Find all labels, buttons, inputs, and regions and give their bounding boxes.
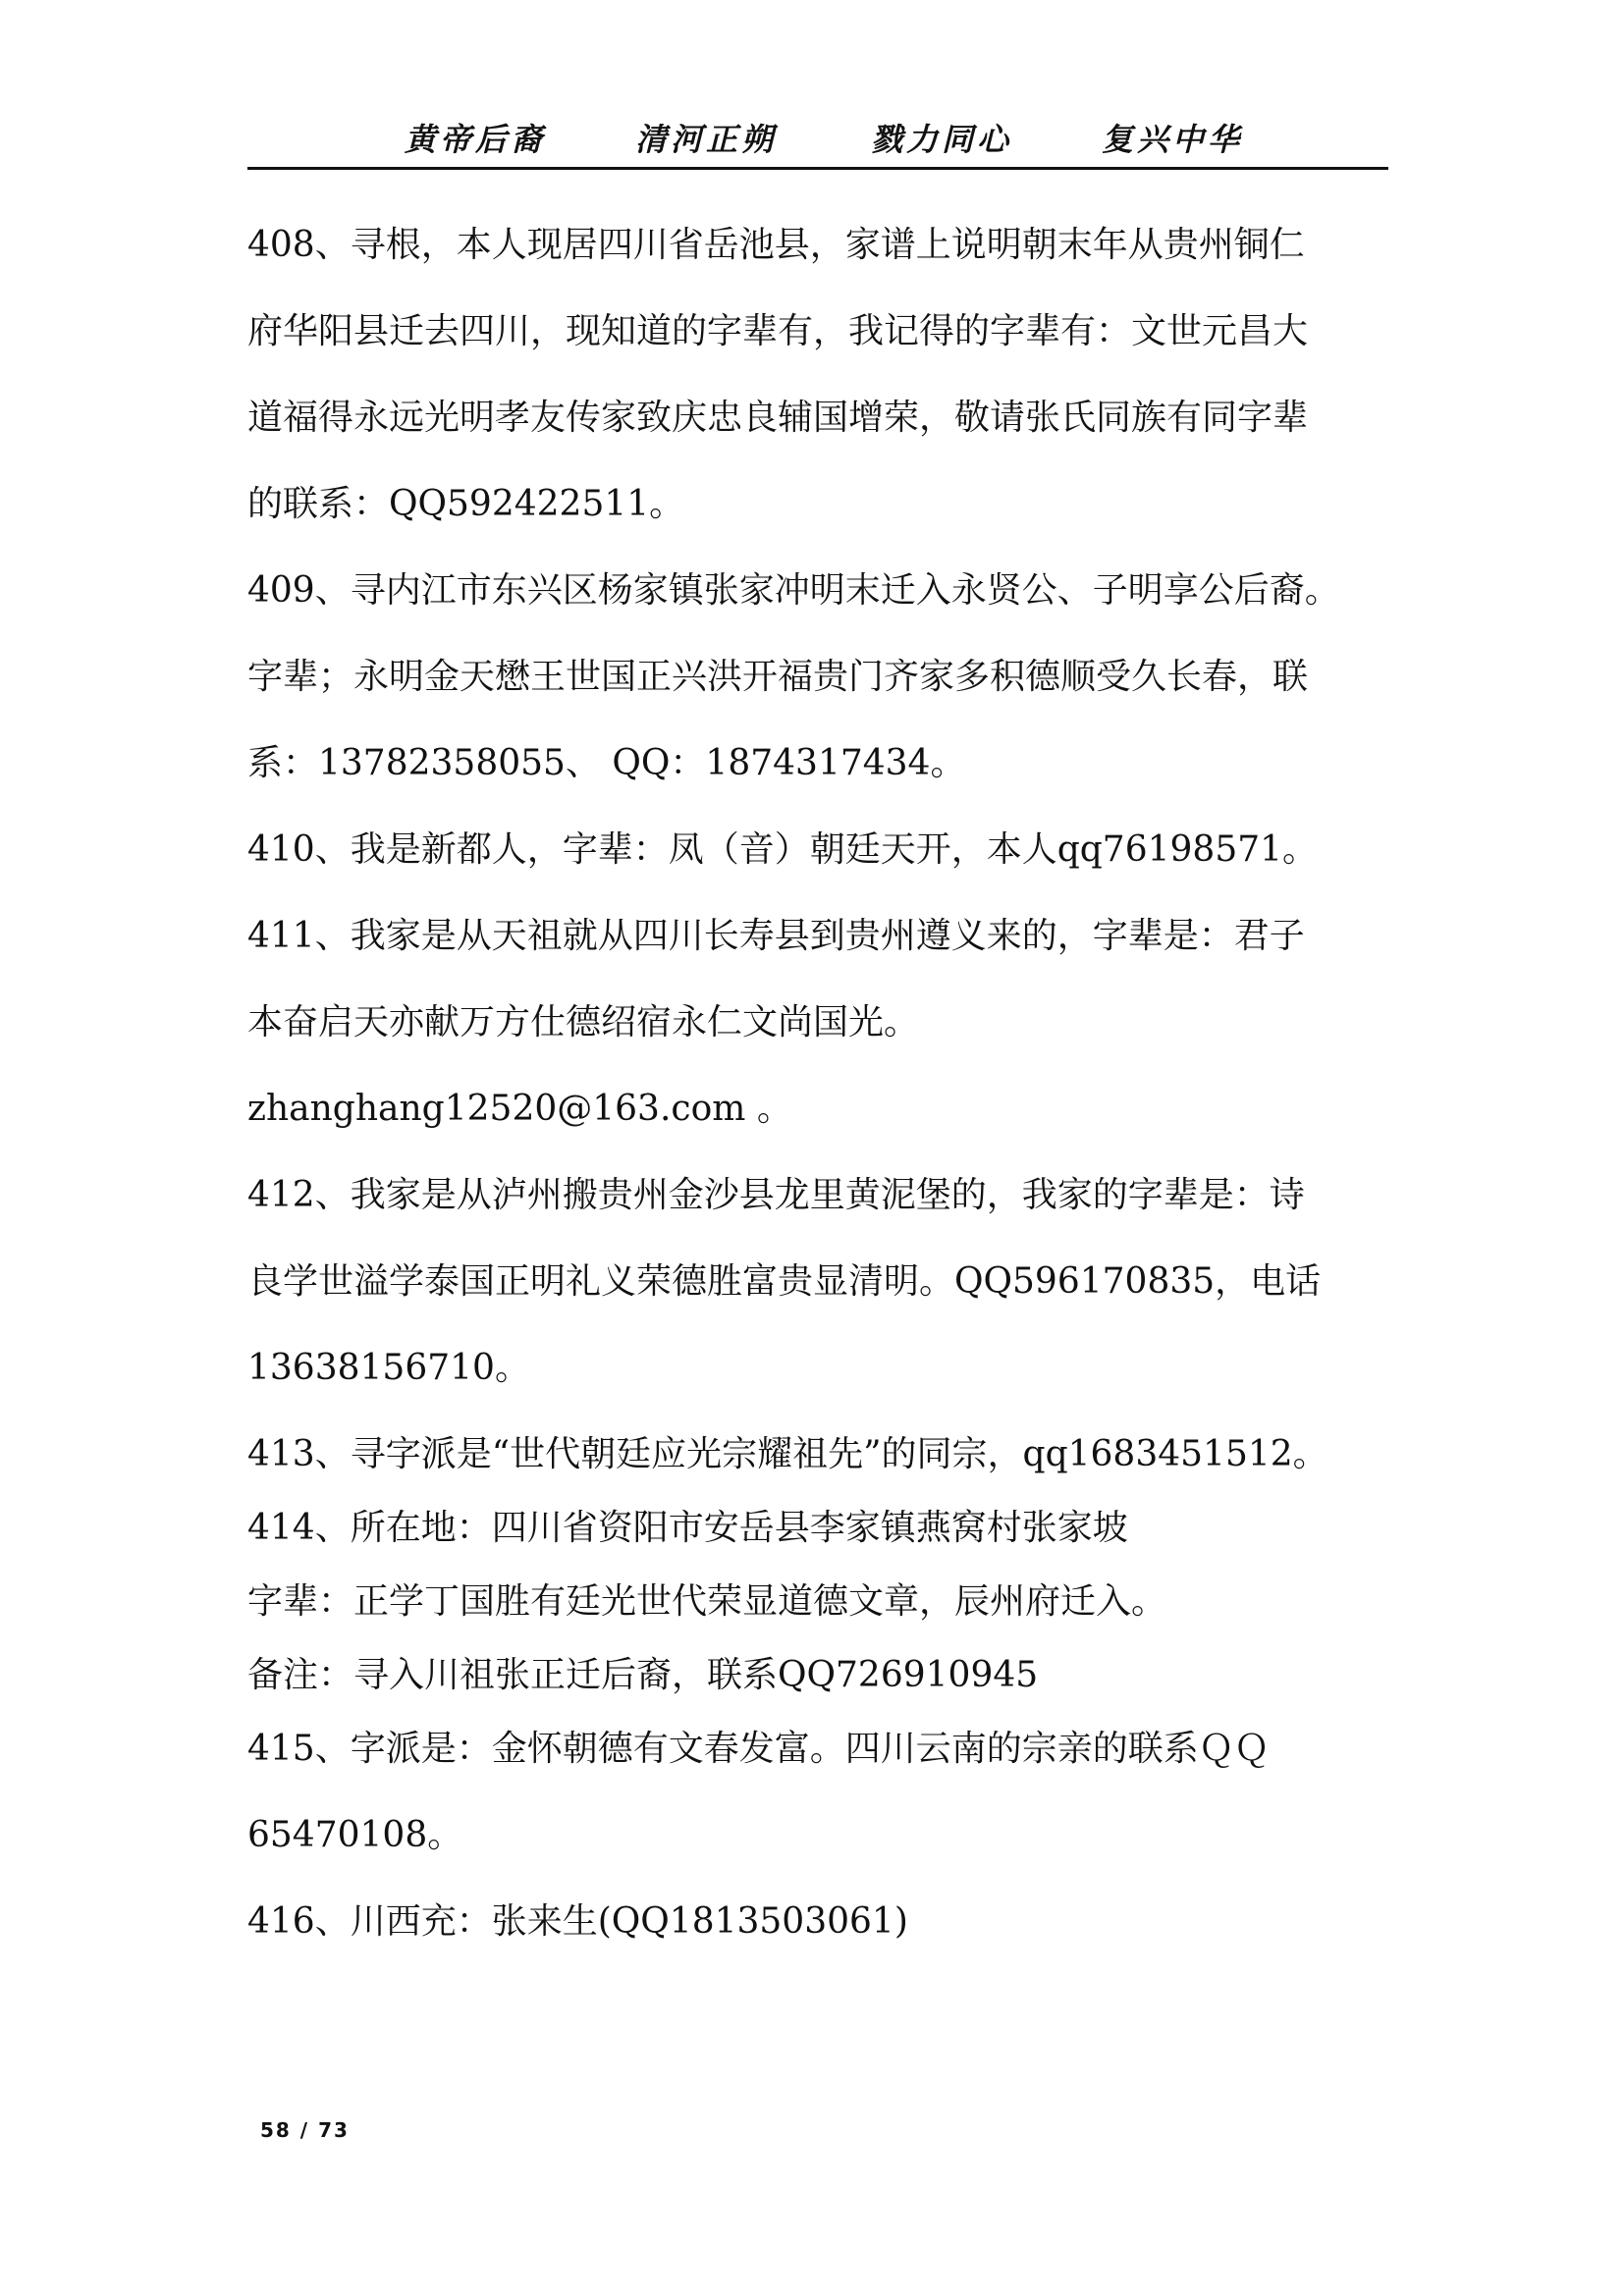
- text-line: 412、我家是从泸州搬贵州金沙县龙里黄泥堡的，我家的字辈是：诗: [247, 1175, 1305, 1215]
- text-line: 13638156710。: [247, 1348, 530, 1388]
- email-line: zhanghang12520@163.com 。: [247, 1089, 792, 1129]
- text-line: 本奋启天亦献万方仕德绍宿永仁文尚国光。: [247, 1002, 920, 1042]
- text-line: 字辈；永明金天懋王世国正兴洪开福贵门齐家多积德顺受久长春，联: [247, 657, 1309, 697]
- header-motto-2: 清河正朔: [635, 121, 778, 158]
- text-line: 系：13782358055、 QQ：1874317434。: [247, 743, 966, 783]
- text-line: 409、寻内江市东兴区杨家镇张家冲明末迁入永贤公、子明享公后裔。: [247, 570, 1340, 611]
- text-line: 416、川西充：张来生(QQ1813503061): [247, 1901, 908, 1942]
- text-line: 府华阳县迁去四川，现知道的字辈有，我记得的字辈有：文世元昌大: [247, 311, 1309, 351]
- text-line: 413、寻字派是“世代朝廷应光宗耀祖先”的同宗，qq1683451512。: [247, 1434, 1328, 1474]
- page-header: [247, 118, 1388, 169]
- page-number: 58 / 73: [260, 2118, 350, 2142]
- header-divider: [247, 167, 1388, 170]
- text-line: 的联系：QQ592422511。: [247, 484, 685, 524]
- text-line: 411、我家是从天祖就从四川长寿县到贵州遵义来的，字辈是：君子: [247, 916, 1305, 956]
- text-line: 415、字派是：金怀朝德有文春发富。四川云南的宗亲的联系ＱＱ: [247, 1729, 1270, 1769]
- header-motto-4: 复兴中华: [1102, 121, 1244, 158]
- header-motto-3: 戮力同心: [871, 121, 1013, 158]
- text-line: 道福得永远光明孝友传家致庆忠良辅国增荣，敬请张氏同族有同字辈: [247, 398, 1309, 438]
- text-line: 408、寻根，本人现居四川省岳池县，家谱上说明朝末年从贵州铜仁: [247, 225, 1305, 265]
- text-line: 备注：寻入川祖张正迁后裔，联系QQ726910945: [247, 1655, 1039, 1695]
- text-line: 字辈：正学丁国胜有廷光世代荣显道德文章，辰州府迁入。: [247, 1581, 1167, 1622]
- text-line: 414、所在地：四川省资阳市安岳县李家镇燕窝村张家坡: [247, 1508, 1128, 1548]
- document-body: [247, 214, 1388, 1977]
- text-line: 65470108。: [247, 1815, 463, 1855]
- text-line: 410、我是新都人，字辈：凤（音）朝廷天开，本人qq76198571。: [247, 829, 1319, 870]
- text-line: 良学世溢学泰国正明礼义荣德胜富贵显清明。QQ596170835，电话: [247, 1261, 1322, 1302]
- header-motto-1: 黄帝后裔: [405, 121, 547, 158]
